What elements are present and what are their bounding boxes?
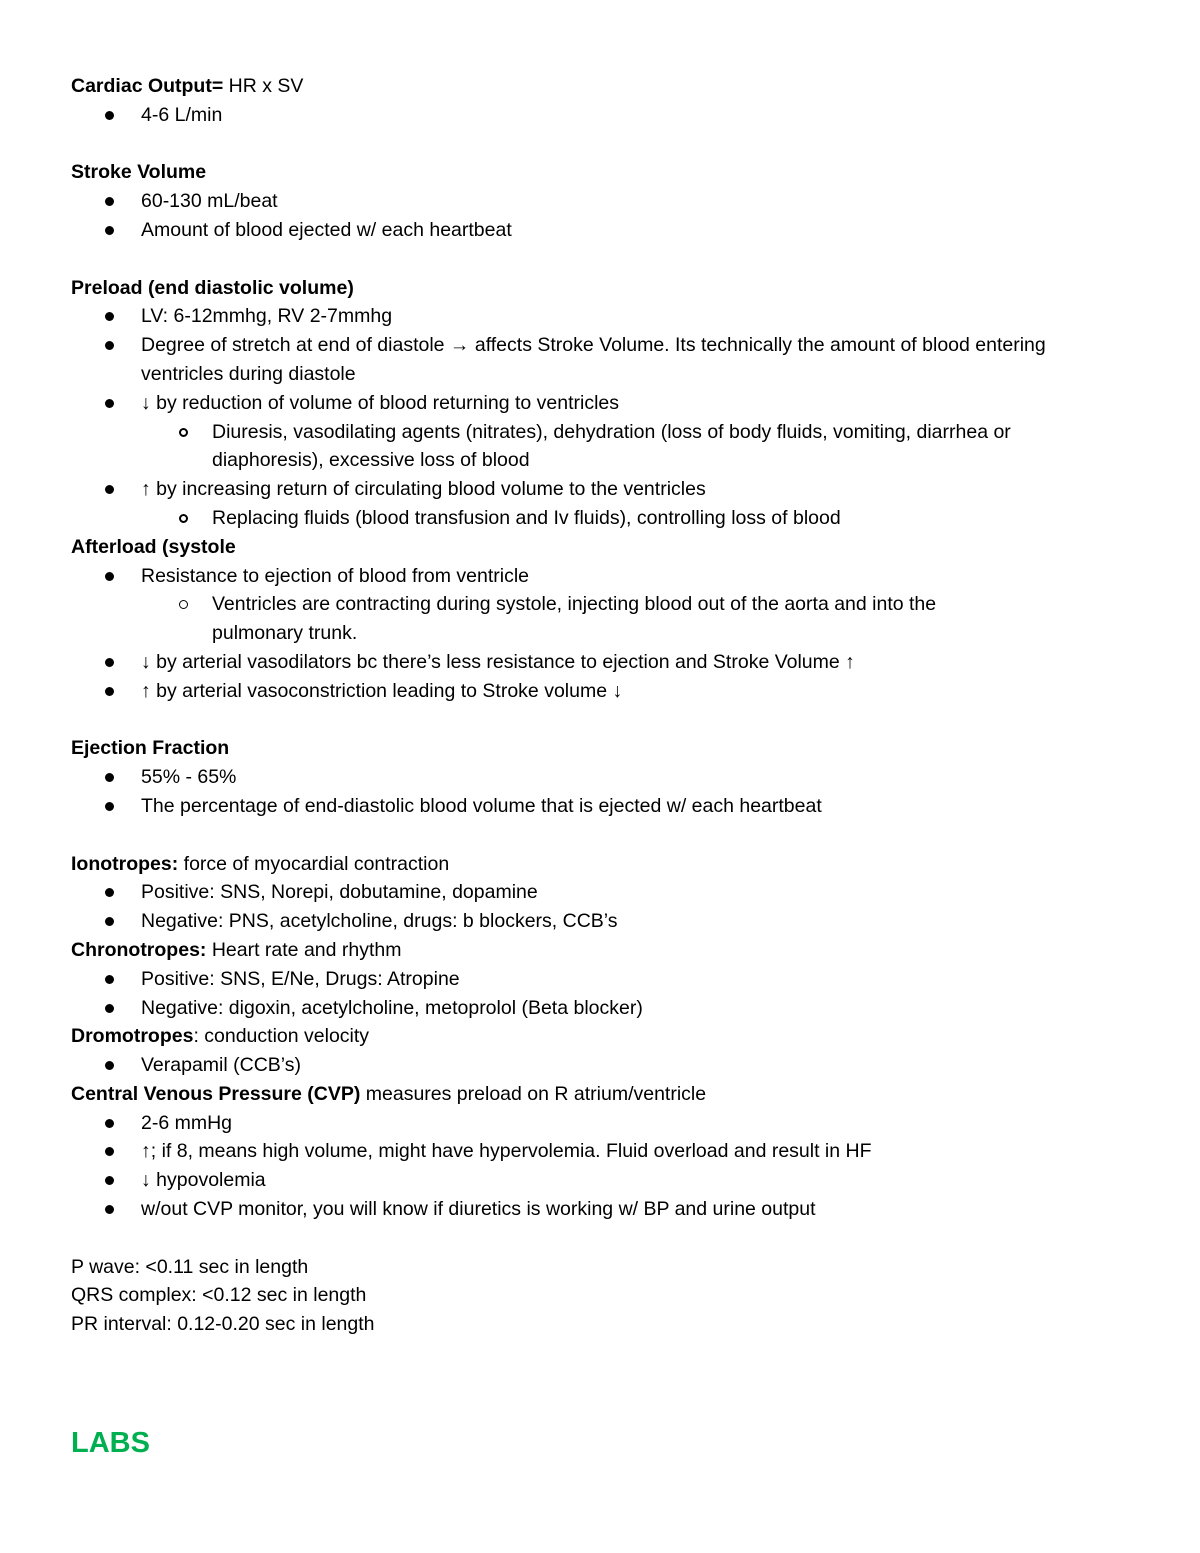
list-item-text: 60-130 mL/beat	[141, 190, 278, 213]
bullet-icon	[105, 658, 114, 667]
list-item-text: ↑ by increasing return of circulating blood volume to the ventricles	[141, 478, 706, 501]
list-item	[71, 994, 1131, 1023]
chronotropes-list	[71, 965, 1131, 1023]
ionotropes-list	[71, 878, 1131, 936]
list-item-text: w/out CVP monitor, you will know if diuretics is working w/ BP and urine output	[141, 1198, 816, 1221]
bullet-icon	[105, 802, 114, 811]
list-item-text: ↓ by reduction of volume of blood returning to ventricles	[141, 391, 620, 414]
list-item	[71, 965, 1131, 994]
list-item	[71, 187, 1131, 216]
list-item	[71, 216, 1131, 245]
section-heading-chronotropes	[71, 936, 1131, 965]
heading-description: measures preload on R atrium/ventricle	[360, 1082, 707, 1105]
list-item-text: ↑ by arterial vasoconstriction leading to Stroke volume ↓	[141, 679, 623, 702]
bullet-icon	[105, 226, 114, 235]
heading-description: force of myocardial contraction	[178, 852, 450, 875]
sub-list-item	[71, 590, 1032, 648]
list-item	[71, 389, 1131, 418]
list-item-text: Positive: SNS, E/Ne, Drugs: Atropine	[141, 967, 460, 990]
bullet-icon	[105, 687, 114, 696]
sub-list-item-text: Replacing fluids (blood transfusion and Iv fluids), controlling loss of blood	[212, 506, 841, 529]
bullet-icon	[105, 917, 114, 926]
bullet-icon	[105, 1061, 114, 1070]
bullet-icon	[105, 312, 114, 321]
circle-bullet-icon	[179, 514, 188, 523]
list-item-text: Negative: PNS, acetylcholine, drugs: b blockers, CCB’s	[141, 910, 618, 933]
heading-description: : conduction velocity	[193, 1025, 370, 1048]
section-heading-afterload: Afterload (systole	[71, 535, 236, 558]
list-item-text: Amount of blood ejected w/ each heartbeat	[141, 218, 512, 241]
list-item-text: Verapamil (CCB’s)	[141, 1054, 302, 1077]
list-item-text: 2-6 mmHg	[141, 1111, 233, 1134]
list-item-text: Resistance to ejection of blood from ventricle	[141, 564, 530, 587]
section-heading-dromotropes	[71, 1022, 1131, 1051]
bullet-icon	[105, 485, 114, 494]
ejection-fraction-list	[71, 763, 1131, 821]
preload-list	[71, 302, 1131, 532]
section-heading-ejection-fraction: Ejection Fraction	[71, 737, 230, 760]
ecg-line-qrs-complex: QRS complex: <0.12 sec in length	[71, 1284, 367, 1307]
list-item-text: 55% - 65%	[141, 766, 237, 789]
list-item	[71, 878, 1131, 907]
sub-list-item	[71, 418, 1102, 476]
ecg-line-p-wave: P wave: <0.11 sec in length	[71, 1255, 309, 1278]
cvp-list	[71, 1109, 1131, 1224]
bullet-icon	[105, 773, 114, 782]
bullet-icon	[105, 341, 114, 350]
list-item-text: ↑; if 8, means high volume, might have hypervolemia. Fluid overload and result in HF	[141, 1140, 872, 1163]
bullet-icon	[105, 1205, 114, 1214]
list-item	[71, 907, 1131, 936]
bullet-icon	[105, 888, 114, 897]
afterload-list	[71, 562, 1131, 706]
heading-label: Ionotropes:	[71, 852, 179, 875]
circle-bullet-icon	[179, 428, 188, 437]
ecg-line-pr-interval: PR interval: 0.12-0.20 sec in length	[71, 1313, 375, 1336]
section-heading-stroke-volume: Stroke Volume	[71, 161, 207, 184]
sub-list-item	[71, 504, 1131, 533]
stroke-volume-list	[71, 187, 1131, 245]
bullet-icon	[105, 1147, 114, 1156]
heading-label: Chronotropes:	[71, 938, 207, 961]
list-item	[71, 562, 1131, 591]
bullet-icon	[105, 1119, 114, 1128]
bullet-icon	[105, 197, 114, 206]
heading-label: Cardiac Output=	[71, 75, 224, 97]
list-item	[71, 475, 1131, 504]
list-item-text: 4-6 L/min	[141, 103, 223, 126]
sub-list-item-text: Diuresis, vasodilating agents (nitrates), dehydration (loss of body fluids, vomiting, diarrhea or diaphoresis), excessive loss of blood	[212, 420, 1011, 472]
dromotropes-list	[71, 1051, 1131, 1080]
bullet-icon	[105, 399, 114, 408]
list-item-text: ↓ by arterial vasodilators bc there’s less resistance to ejection and Stroke Volume ↑	[141, 650, 855, 673]
section-heading-cardiac-output	[71, 72, 1131, 101]
bullet-icon	[105, 975, 114, 984]
section-heading-cvp	[71, 1080, 1131, 1109]
labs-heading: LABS	[71, 1427, 150, 1459]
list-item	[71, 101, 1131, 130]
heading-description: Heart rate and rhythm	[206, 938, 402, 961]
heading-label: Dromotropes	[71, 1025, 194, 1048]
list-item-text: Negative: digoxin, acetylcholine, metoprolol (Beta blocker)	[141, 996, 643, 1019]
section-heading-preload: Preload (end diastolic volume)	[71, 276, 354, 299]
cardiac-output-list	[71, 101, 1131, 130]
notes-content	[71, 72, 1131, 1339]
list-item-text: Degree of stretch at end of diastole → affects Stroke Volume. Its technically the amount of blood entering ventricles during diastole	[141, 334, 1046, 385]
sub-list-item-text: Ventricles are contracting during systole, injecting blood out of the aorta and into the pulmonary trunk.	[212, 593, 937, 645]
list-item	[71, 1109, 1131, 1138]
section-heading-ionotropes	[71, 850, 1131, 879]
heading-formula: HR x SV	[223, 75, 304, 97]
list-item	[71, 1166, 1131, 1195]
list-item	[71, 331, 1061, 389]
list-item	[71, 763, 1131, 792]
list-item	[71, 792, 1131, 821]
heading-label: Central Venous Pressure (CVP)	[71, 1082, 361, 1105]
list-item	[71, 648, 1131, 677]
bullet-icon	[105, 572, 114, 581]
bullet-icon	[105, 1004, 114, 1013]
list-item-text: Positive: SNS, Norepi, dobutamine, dopamine	[141, 881, 538, 904]
bullet-icon	[105, 1176, 114, 1185]
list-item-text: ↓ hypovolemia	[141, 1169, 266, 1192]
list-item	[71, 1051, 1131, 1080]
list-item	[71, 677, 1131, 706]
list-item-text: LV: 6-12mmhg, RV 2-7mmhg	[141, 305, 393, 328]
list-item-text: The percentage of end-diastolic blood volume that is ejected w/ each heartbeat	[141, 794, 822, 817]
list-item	[71, 302, 1131, 331]
bullet-icon	[105, 111, 114, 120]
list-item	[71, 1137, 1131, 1166]
circle-bullet-icon	[179, 600, 188, 609]
list-item	[71, 1195, 1131, 1224]
